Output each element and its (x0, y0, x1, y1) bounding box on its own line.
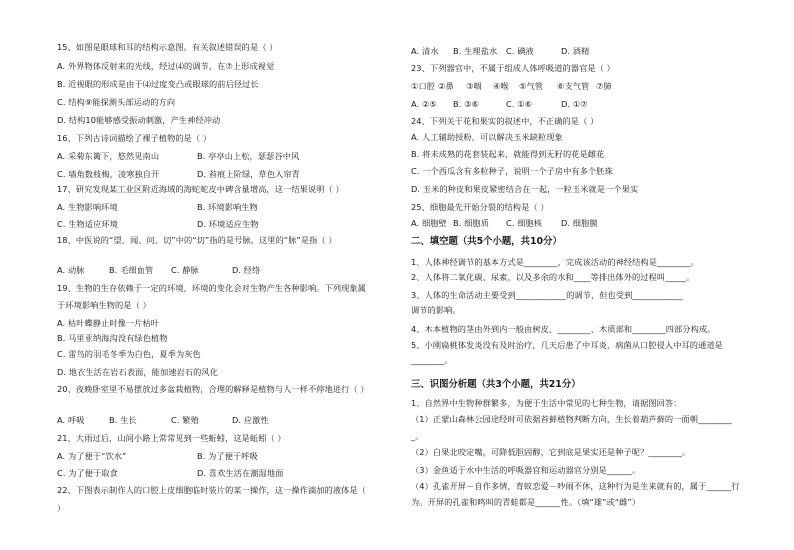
option-item: A. 呼吸 (57, 415, 85, 425)
question-text: 1、自然界中生物种群繁多，为便于生活中常见的七种生物，请据图回答： (411, 398, 682, 408)
question-text: 25、细胞最先开始分裂的结构是（ ） (411, 202, 549, 212)
option-item: C. 细胞核 (506, 218, 543, 228)
option-item: B. 亭亭山上松，瑟瑟谷中风 (197, 151, 300, 161)
option-item: A. ②⑤ (411, 99, 437, 109)
question-text: 为。开屏的孔雀和鸣叫的青蛙都是______性。（填“雄”或“雌”） (411, 497, 641, 507)
option-item: D. 酒精 (561, 46, 590, 56)
question-text: B. 马里亚纳海沟没有绿色植物 (57, 333, 168, 343)
question-text: 15、如图是眼球和耳的结构示意图。有关叙述错误的是（ ） (57, 42, 278, 52)
section-heading: 三、识图分析题（共3个小题，共21分） (411, 379, 581, 390)
option-item: D. 苔痕上阶绿，草色入帘青 (197, 169, 300, 179)
option-item: ④喉 (493, 81, 509, 91)
option-item: C. ①⑥ (506, 99, 533, 109)
option-item: D. 环境适应生物 (197, 219, 259, 229)
question-text: B. 近视眼的形成是由于⑷过度变凸或眼球的前后径过长 (57, 79, 259, 89)
question-text: 1、人体神经调节的基本方式是________，完成该活动的神经结构是________。 (411, 257, 699, 267)
option-item: ⑦肺 (596, 81, 612, 91)
question-text: 20、夜晚卧室里不易摆放过多盆栽植物，合理的解释是植物与人一样不停地进行（ ） (57, 384, 369, 394)
option-item: B. 环境影响生物 (197, 202, 258, 212)
option-item: C. 碘液 (506, 46, 534, 56)
option-item: ⑥支气管 (557, 81, 590, 91)
question-text: 2、人体将二氧化碳、尿素，以及多余的水和____等排出体外的过程叫_____。 (411, 272, 695, 282)
option-item: B. ③⑥ (453, 99, 480, 109)
question-text: C. 雷鸟的羽毛冬季为白色，夏季为灰色 (57, 349, 201, 359)
option-item: C. 为了便于取食 (57, 468, 118, 478)
question-text: D. 地衣生活在岩石表面，能加速岩石的风化 (57, 367, 218, 377)
option-item: C. 静脉 (171, 265, 199, 275)
option-item: ②鼻 (438, 81, 454, 91)
option-item: B. 生长 (109, 415, 137, 425)
option-item: B. 毛细血管 (109, 265, 154, 275)
option-item: B. 细胞质 (453, 218, 489, 228)
option-item: ①口腔 (411, 81, 436, 91)
question-text: A. 枯叶蝶静止时像一片枯叶 (57, 318, 160, 328)
option-item: B. 生理盐水 (453, 46, 498, 56)
question-text: 5、小刚扁桃体发炎没有及时治疗，几天后患了中耳炎，病菌从口腔侵入中耳的通道是 (411, 340, 723, 350)
option-item: D. 细胞膜 (561, 218, 598, 228)
question-text: 22、下图表示制作人的口腔上皮细胞临时装片的某一操作，这一操作滴加的液体是（ (57, 485, 366, 495)
question-text: D. 结构10能够感受振动刺激，产生神经冲动 (57, 115, 221, 125)
option-item: D. ①⑦ (561, 99, 588, 109)
option-item: A. 采菊东篱下，悠然见南山 (57, 151, 160, 161)
option-item: A. 动脉 (57, 265, 85, 275)
option-item: A. 细胞壁 (411, 218, 447, 228)
question-text: 23、下列器官中，不属于组成人体呼吸道的器官是（ ） (411, 63, 615, 73)
question-text: 4、木本植物的茎由外到内一般由树皮、________、木质部和________四部分构成。 (411, 324, 716, 334)
question-text: A. 人工辅助授粉，可以解决玉米缺粒现象 (411, 132, 563, 142)
question-text: 16、下列古诗词描绘了裸子植物的是（ ） (57, 133, 212, 143)
question-text: 19、生物的生存依赖于一定的环境，环境的变化会对生物产生各种影响。下列现象属 (57, 283, 366, 293)
question-text: A. 外界物体反射来的光线，经过⑷的调节，在⑦上形成视觉 (57, 61, 275, 71)
question-text: （3）金鱼适于水中生活的呼吸器官和运动器官分别是______。 (411, 465, 641, 475)
question-text: （2）白果北咬定嘴，可降低胆固醇，它到底是果实还是种子呢？________。 (411, 447, 691, 457)
option-item: ③咽 (466, 81, 482, 91)
option-item: C. 繁殖 (171, 415, 199, 425)
option-item: D. 喜欢生活在潮湿地面 (197, 468, 284, 478)
option-item: A. 为了便于“饮水” (57, 451, 127, 461)
section-heading: 二、填空题（共5个小题，共10分） (411, 236, 562, 247)
question-text: ________。 (411, 355, 453, 365)
question-text: C. 一个西瓜含有多粒种子，说明一个子房中有多个胚珠 (411, 166, 613, 176)
option-item: A. 生物影响环境 (57, 202, 118, 212)
question-text: 21、大雨过后，山间小路上常常见到一些蚯蚓，这是蚯蚓（ ） (57, 433, 286, 443)
question-text: 24、下列关于花和果实的叙述中，不正确的是（ ） (411, 116, 599, 126)
question-text: D. 玉米的种皮和果皮紧密结合在一起，一粒玉米就是一个果实 (411, 184, 639, 194)
option-item: B. 为了便于呼吸 (197, 451, 258, 461)
option-item: A. 清水 (411, 46, 439, 56)
question-text: 17、研究发现某工业区附近海域的海蛇蛇皮中碑含量增高，这一结果说明（ ） (57, 184, 344, 194)
option-item: D. 应激性 (232, 415, 269, 425)
option-item: C. 墙角数枝梅，凌寒独自开 (57, 169, 160, 179)
option-item: ⑤气管 (519, 81, 544, 91)
question-text: _。 (411, 431, 424, 441)
question-text: 调节的影响。 (411, 305, 461, 315)
option-item: D. 经络 (232, 265, 261, 275)
question-text: 18、中医说的“望、闻、问、切”中的“切”指的是号脉，这里的“脉”是指（ ） (57, 235, 337, 245)
option-item: C. 生物适应环境 (57, 219, 118, 229)
question-text: （1）正蒙山森林公园途经时可依据苔藓植物判断方向，生长着葫芦藓的一面朝________ (411, 414, 732, 424)
question-text: （4）孔雀开屏－自作多情，育蚊恋爱－吵闹不休，这种行为是生来就有的，属于______行 (411, 481, 740, 491)
question-text: B. 将未成熟的花套装起来，就能得到无籽的花是雌花 (411, 149, 605, 159)
question-text: ） (57, 503, 66, 513)
question-text: C. 结构⑨能探测头部运动的方向 (57, 97, 176, 107)
question-text: 于环境影响生物的是（ ） (57, 300, 151, 310)
question-text: 3、人体的生命活动主要受到____________的调节，但也受到____________ (411, 290, 683, 300)
